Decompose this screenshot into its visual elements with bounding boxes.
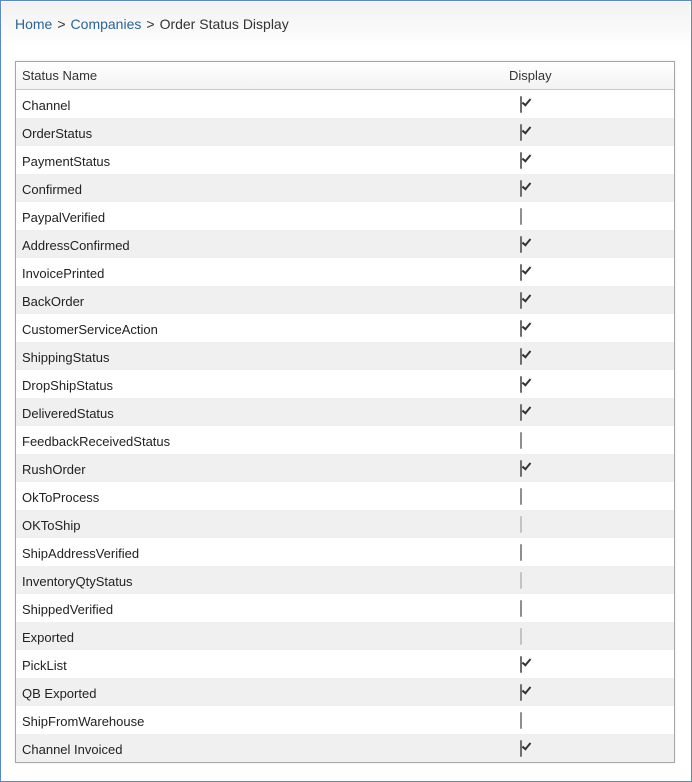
display-cell <box>503 237 674 252</box>
table-row <box>16 454 674 482</box>
display-cell <box>503 405 674 420</box>
status-name-cell: QB Exported <box>22 686 97 701</box>
table-row <box>16 510 674 538</box>
breadcrumb <box>15 16 289 32</box>
table-row <box>16 398 674 426</box>
display-checkbox[interactable] <box>520 124 522 141</box>
status-name-cell: AddressConfirmed <box>22 238 130 253</box>
status-name-cell: Channel <box>22 98 71 113</box>
display-cell <box>503 321 674 336</box>
display-checkbox[interactable] <box>520 656 522 673</box>
display-checkbox <box>520 516 522 533</box>
display-cell <box>503 125 674 140</box>
display-cell <box>503 209 674 224</box>
table-row <box>16 594 674 622</box>
status-name-cell: PickList <box>22 658 67 673</box>
table-row <box>16 370 674 398</box>
status-name-cell: BackOrder <box>22 294 85 309</box>
display-cell <box>503 657 674 672</box>
table-row <box>16 734 674 762</box>
status-name-cell: FeedbackReceivedStatus <box>22 434 171 449</box>
table-row <box>16 314 674 342</box>
display-cell <box>503 713 674 728</box>
table-row <box>16 482 674 510</box>
breadcrumb-separator: > <box>57 16 66 32</box>
display-cell <box>503 545 674 560</box>
table-row <box>16 202 674 230</box>
table-row <box>16 90 674 118</box>
display-cell <box>503 349 674 364</box>
display-checkbox[interactable] <box>520 740 522 757</box>
status-name-cell: ShipAddressVerified <box>22 546 140 561</box>
display-checkbox[interactable] <box>520 180 522 197</box>
table-row <box>16 650 674 678</box>
status-name-cell: Channel Invoiced <box>22 742 123 757</box>
display-cell <box>503 97 674 112</box>
display-checkbox[interactable] <box>520 264 522 281</box>
table-row <box>16 622 674 650</box>
table-row <box>16 174 674 202</box>
status-name-cell: InvoicePrinted <box>22 266 105 281</box>
status-name-cell: RushOrder <box>22 462 86 477</box>
table-row <box>16 118 674 146</box>
status-name-cell: PaypalVerified <box>22 210 106 225</box>
display-checkbox[interactable] <box>520 712 522 729</box>
display-checkbox[interactable] <box>520 96 522 113</box>
status-name-cell: OKToShip <box>22 518 81 533</box>
display-checkbox[interactable] <box>520 544 522 561</box>
table-row <box>16 538 674 566</box>
display-checkbox[interactable] <box>520 236 522 253</box>
display-checkbox[interactable] <box>520 460 522 477</box>
display-cell <box>503 181 674 196</box>
status-name-cell: DeliveredStatus <box>22 406 114 421</box>
display-checkbox[interactable] <box>520 684 522 701</box>
table-row <box>16 146 674 174</box>
breadcrumb-companies-link[interactable]: Companies <box>70 16 142 32</box>
display-cell <box>503 461 674 476</box>
table-row <box>16 426 674 454</box>
display-checkbox[interactable] <box>520 376 522 393</box>
display-checkbox[interactable] <box>520 208 522 225</box>
display-cell <box>503 489 674 504</box>
table-row <box>16 286 674 314</box>
breadcrumb-home-link[interactable]: Home <box>15 16 53 32</box>
breadcrumb-current: Order Status Display <box>159 16 289 32</box>
display-cell <box>503 153 674 168</box>
display-checkbox[interactable] <box>520 320 522 337</box>
status-name-cell: OkToProcess <box>22 490 100 505</box>
display-cell <box>503 629 674 644</box>
table-row <box>16 258 674 286</box>
table-row <box>16 342 674 370</box>
table-body <box>16 90 674 762</box>
display-checkbox[interactable] <box>520 152 522 169</box>
display-cell <box>503 601 674 616</box>
display-checkbox[interactable] <box>520 292 522 309</box>
display-checkbox <box>520 572 522 589</box>
display-cell <box>503 377 674 392</box>
breadcrumb-separator: > <box>146 16 155 32</box>
status-name-cell: DropShipStatus <box>22 378 114 393</box>
display-cell <box>503 265 674 280</box>
column-header-status-name[interactable]: Status Name <box>22 68 98 83</box>
display-checkbox[interactable] <box>520 432 522 449</box>
display-checkbox[interactable] <box>520 404 522 421</box>
display-cell <box>503 741 674 756</box>
status-name-cell: Confirmed <box>22 182 82 197</box>
table-row <box>16 230 674 258</box>
display-checkbox[interactable] <box>520 348 522 365</box>
display-cell <box>503 293 674 308</box>
status-name-cell: OrderStatus <box>22 126 93 141</box>
display-cell <box>503 433 674 448</box>
status-name-cell: PaymentStatus <box>22 154 111 169</box>
display-cell <box>503 685 674 700</box>
display-cell <box>503 573 674 588</box>
table-row <box>16 566 674 594</box>
status-display-table <box>15 61 675 763</box>
status-name-cell: ShipFromWarehouse <box>22 714 145 729</box>
header-band <box>2 2 690 48</box>
table-header <box>16 62 674 90</box>
display-checkbox[interactable] <box>520 600 522 617</box>
status-name-cell: ShippingStatus <box>22 350 110 365</box>
status-name-cell: InventoryQtyStatus <box>22 574 133 589</box>
display-cell <box>503 517 674 532</box>
status-name-cell: Exported <box>22 630 75 645</box>
status-name-cell: ShippedVerified <box>22 602 114 617</box>
table-row <box>16 706 674 734</box>
display-checkbox <box>520 628 522 645</box>
table-row <box>16 678 674 706</box>
column-header-display[interactable]: Display <box>509 68 552 83</box>
status-name-cell: CustomerServiceAction <box>22 322 158 337</box>
display-checkbox[interactable] <box>520 488 522 505</box>
